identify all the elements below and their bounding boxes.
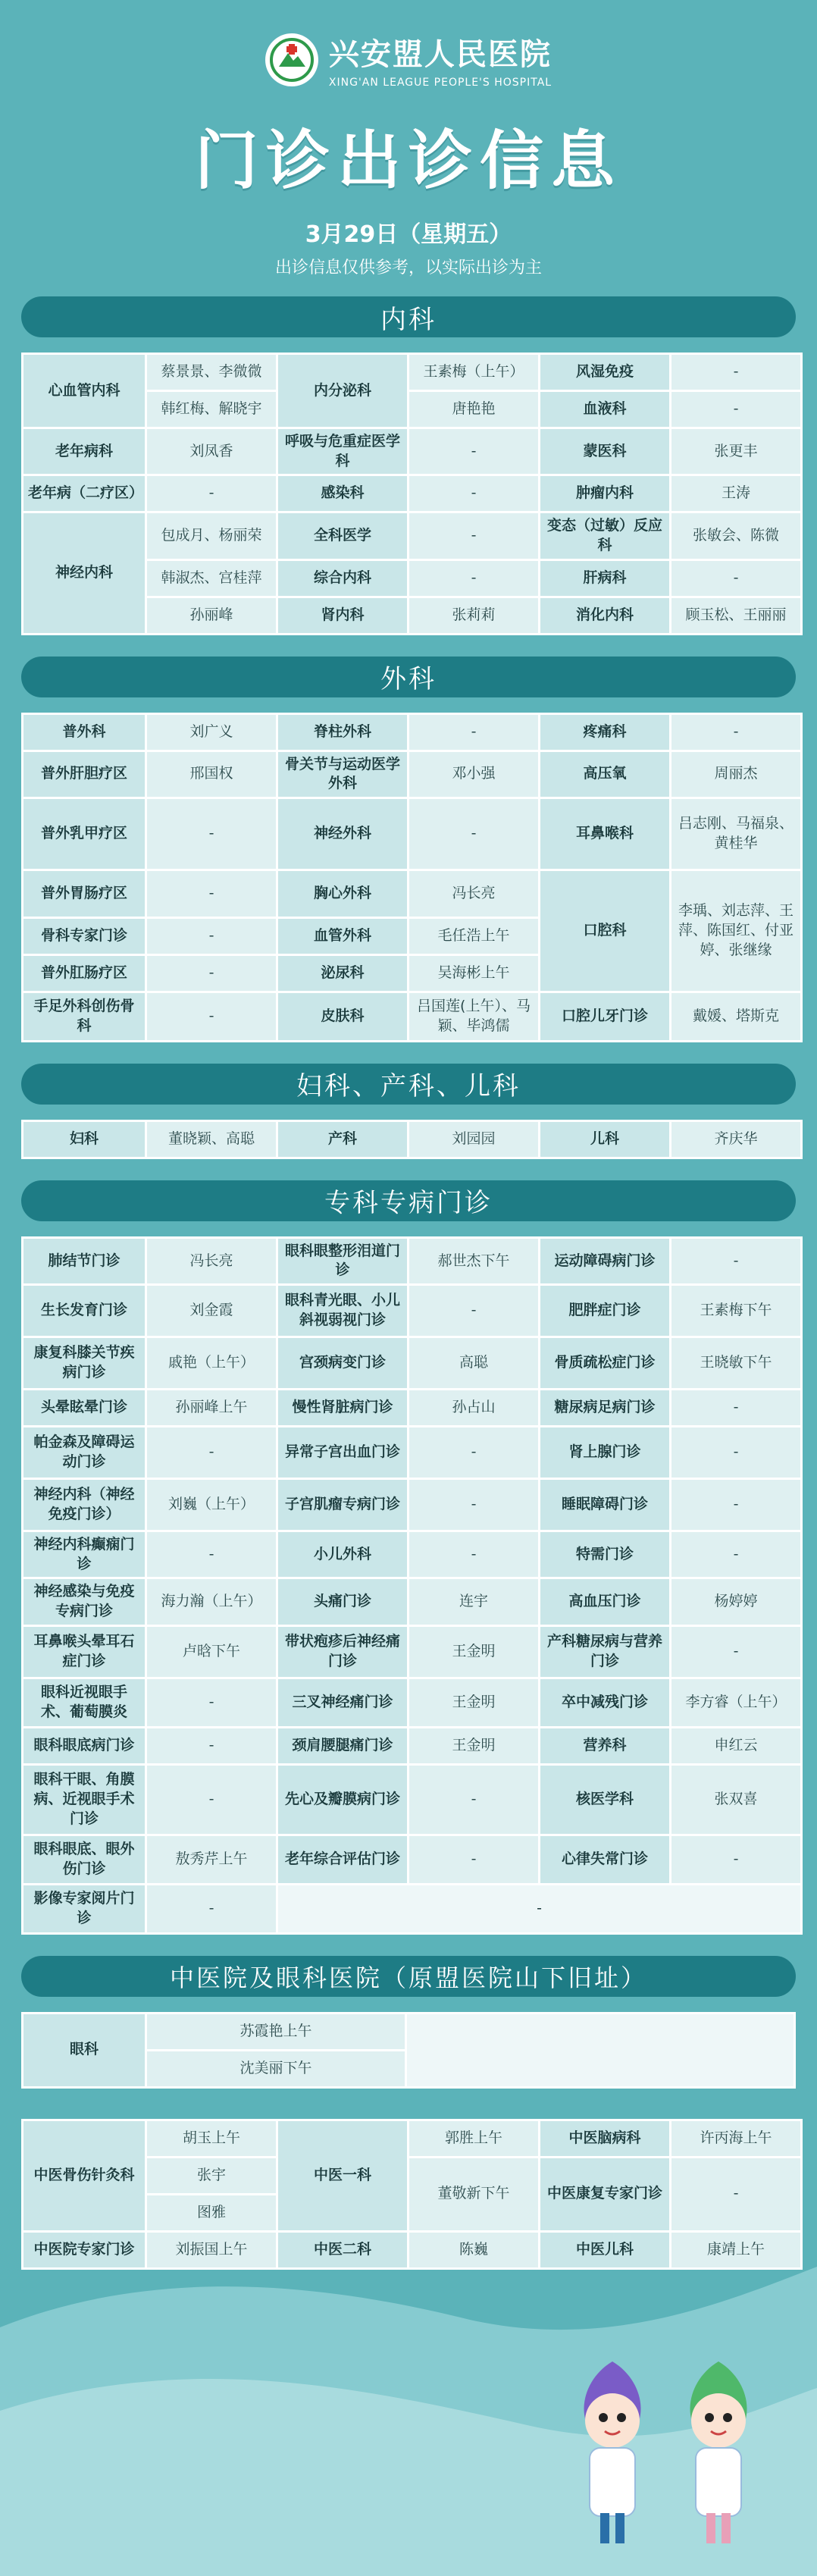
dept-cell: 疼痛科 — [540, 715, 669, 750]
doctor-cell: - — [147, 1885, 276, 1932]
doctor-cell: 冯长亮 — [147, 1239, 276, 1283]
doctor-cell: 王金明 — [409, 1627, 538, 1677]
table-row — [23, 1239, 800, 1283]
doctor-cell: 韩淑杰、宫桂萍 — [147, 561, 276, 596]
dept-cell: 肾内科 — [278, 598, 407, 633]
doctor-cell: 沈美丽下午 — [147, 2051, 405, 2086]
dept-cell: 运动障碍病门诊 — [540, 1239, 669, 1283]
doctor-cell: 董敬新下午 — [409, 2158, 538, 2230]
dept-cell: 老年病（二疗区） — [23, 476, 145, 511]
dept-cell: 老年病科 — [23, 429, 145, 474]
neike-table — [21, 353, 803, 635]
doctor-cell: - — [671, 1239, 800, 1283]
dept-cell: 肿瘤内科 — [540, 476, 669, 511]
table-row — [23, 1627, 800, 1677]
doctor-cell: 陈巍 — [409, 2233, 538, 2267]
dept-cell: 眼科眼整形泪道门诊 — [278, 1239, 407, 1283]
section-title-zhuanke: 专科专病门诊 — [21, 1180, 796, 1221]
doctor-cell: 郭胜上午 — [409, 2121, 538, 2156]
table-row — [23, 1286, 800, 1336]
dept-cell: 胸心外科 — [278, 871, 407, 917]
dept-cell: 产科糖尿病与营养门诊 — [540, 1627, 669, 1677]
doctor-cell: 刘园园 — [409, 1122, 538, 1157]
dept-cell: 中医骨伤针灸科 — [23, 2121, 145, 2230]
hospital-logo-icon — [265, 33, 318, 86]
table-row — [23, 1390, 800, 1425]
dept-cell: 子宫肌瘤专病门诊 — [278, 1480, 407, 1530]
doctor-cell: - — [671, 1480, 800, 1530]
dept-cell: 营养科 — [540, 1728, 669, 1763]
dept-cell: 高血压门诊 — [540, 1579, 669, 1624]
doctor-cell: 王金明 — [409, 1728, 538, 1763]
dept-cell: 影像专家阅片门诊 — [23, 1885, 145, 1932]
dept-cell: 眼科眼底病门诊 — [23, 1728, 145, 1763]
doctor-cell: 杨婷婷 — [671, 1579, 800, 1624]
section-title-zhongyi: 中医院及眼科医院（原盟医院山下旧址） — [21, 1956, 796, 1997]
doctor-cell: 吕志刚、马福泉、黄桂华 — [671, 799, 800, 869]
table-row — [23, 993, 800, 1040]
dept-cell: 老年综合评估门诊 — [278, 1836, 407, 1883]
table-row — [23, 871, 800, 917]
doctor-cell: - — [147, 919, 276, 954]
dept-cell: 耳鼻喉科 — [540, 799, 669, 869]
dept-cell: 特需门诊 — [540, 1532, 669, 1577]
doctor-cell: - — [147, 476, 276, 511]
empty-cell — [407, 2014, 794, 2086]
dept-cell: 皮肤科 — [278, 993, 407, 1040]
dept-cell: 颈肩腰腿痛门诊 — [278, 1728, 407, 1763]
doctor-cell: 郝世杰下午 — [409, 1239, 538, 1283]
yanke-table — [21, 2012, 796, 2089]
doctor-cell: 毛任浩上午 — [409, 919, 538, 954]
dept-cell: 宫颈病变门诊 — [278, 1338, 407, 1388]
dept-cell: 普外胃肠疗区 — [23, 871, 145, 917]
mascot-nurse-icon — [690, 2361, 747, 2543]
dept-cell: 卒中减残门诊 — [540, 1679, 669, 1726]
doctor-cell: 唐艳艳 — [409, 392, 538, 427]
doctor-cell: 刘广义 — [147, 715, 276, 750]
disclaimer-note: 出诊信息仅供参考，以实际出诊为主 — [274, 259, 542, 277]
doctor-cell: 刘巍（上午） — [147, 1480, 276, 1530]
dept-cell: 口腔儿牙门诊 — [540, 993, 669, 1040]
dept-cell: 变态（过敏）反应科 — [540, 513, 669, 558]
dept-cell: 血管外科 — [278, 919, 407, 954]
doctor-cell: 卢晗下午 — [147, 1627, 276, 1677]
dept-cell: 感染科 — [278, 476, 407, 511]
table-row — [23, 1679, 800, 1726]
dept-cell: 口腔科 — [540, 871, 669, 991]
dept-cell: 肺结节门诊 — [23, 1239, 145, 1283]
table-row — [23, 2014, 794, 2049]
doctor-cell: 戴媛、塔斯克 — [671, 993, 800, 1040]
table-row — [23, 715, 800, 750]
doctor-cell: 顾玉松、王丽丽 — [671, 598, 800, 633]
doctor-cell: - — [147, 799, 276, 869]
dept-cell: 普外乳甲疗区 — [23, 799, 145, 869]
table-row — [23, 1480, 800, 1530]
dept-cell: 综合内科 — [278, 561, 407, 596]
dept-cell: 带状疱疹后神经痛门诊 — [278, 1627, 407, 1677]
table-row — [23, 1728, 800, 1763]
dept-cell: 心律失常门诊 — [540, 1836, 669, 1883]
doctor-cell: - — [409, 476, 538, 511]
doctor-cell: - — [409, 1532, 538, 1577]
doctor-cell: 邓小强 — [409, 752, 538, 797]
table-row — [23, 1532, 800, 1577]
doctor-cell: - — [671, 1836, 800, 1883]
dept-cell: 头痛门诊 — [278, 1579, 407, 1624]
dept-cell: 三叉神经痛门诊 — [278, 1679, 407, 1726]
dept-cell: 慢性肾脏病门诊 — [278, 1390, 407, 1425]
fuer-table — [21, 1120, 803, 1159]
doctor-cell: - — [671, 1532, 800, 1577]
table-row — [23, 1338, 800, 1388]
doctor-cell: 孙占山 — [409, 1390, 538, 1425]
doctor-cell: - — [671, 392, 800, 427]
section-title-neike: 内科 — [21, 296, 796, 337]
doctor-cell: 王素梅（上午） — [409, 355, 538, 390]
doctor-cell: 董晓颖、高聪 — [147, 1122, 276, 1157]
dept-cell: 全科医学 — [278, 513, 407, 558]
doctor-cell: 张宇 — [147, 2158, 276, 2193]
dept-cell: 骨关节与运动医学外科 — [278, 752, 407, 797]
empty-cell: - — [278, 1885, 800, 1932]
table-row — [23, 1427, 800, 1478]
doctor-cell: - — [671, 1427, 800, 1478]
table-row — [23, 513, 800, 558]
doctor-cell: - — [409, 1427, 538, 1478]
page-title: 门诊出诊信息 — [194, 124, 622, 198]
doctor-cell: 齐庆华 — [671, 1122, 800, 1157]
mascot-illustration — [559, 2354, 787, 2559]
table-row — [23, 1836, 800, 1883]
section-title-waike: 外科 — [21, 657, 796, 697]
date-label: 3月29日（星期五） — [305, 221, 512, 248]
dept-cell: 中医二科 — [278, 2233, 407, 2267]
dept-cell: 风湿免疫 — [540, 355, 669, 390]
dept-cell: 中医院专家门诊 — [23, 2233, 145, 2267]
dept-cell: 先心及瓣膜病门诊 — [278, 1766, 407, 1834]
dept-cell: 中医康复专家门诊 — [540, 2158, 669, 2230]
doctor-cell: - — [409, 561, 538, 596]
dept-cell: 肥胖症门诊 — [540, 1286, 669, 1336]
doctor-cell: 韩红梅、解晓宇 — [147, 392, 276, 427]
dept-cell: 神经感染与免疫专病门诊 — [23, 1579, 145, 1624]
doctor-cell: 敖秀芹上午 — [147, 1836, 276, 1883]
doctor-cell: - — [409, 1766, 538, 1834]
doctor-cell: 许丙海上午 — [671, 2121, 800, 2156]
doctor-cell: 邢国权 — [147, 752, 276, 797]
doctor-cell: 刘金霞 — [147, 1286, 276, 1336]
dept-cell: 眼科近视眼手术、葡萄膜炎 — [23, 1679, 145, 1726]
dept-cell: 眼科青光眼、小儿斜视弱视门诊 — [278, 1286, 407, 1336]
doctor-cell: 张更丰 — [671, 429, 800, 474]
dept-cell: 心血管内科 — [23, 355, 145, 427]
doctor-cell: 图雅 — [147, 2195, 276, 2230]
table-row — [23, 1766, 800, 1834]
dept-cell: 肾上腺门诊 — [540, 1427, 669, 1478]
header — [0, 0, 817, 278]
doctor-cell: - — [409, 715, 538, 750]
doctor-cell: 张莉莉 — [409, 598, 538, 633]
dept-cell: 手足外科创伤骨科 — [23, 993, 145, 1040]
doctor-cell: - — [409, 513, 538, 558]
dept-cell: 肝病科 — [540, 561, 669, 596]
doctor-cell: 孙丽峰 — [147, 598, 276, 633]
dept-cell: 内分泌科 — [278, 355, 407, 427]
zhuanke-table — [21, 1236, 803, 1935]
dept-cell: 康复科膝关节疾病门诊 — [23, 1338, 145, 1388]
dept-cell: 血液科 — [540, 392, 669, 427]
doctor-cell: 王金明 — [409, 1679, 538, 1726]
dept-cell: 神经内科 — [23, 513, 145, 632]
section-title-fuer: 妇科、产科、儿科 — [21, 1064, 796, 1105]
doctor-cell: - — [671, 715, 800, 750]
doctor-cell: 王涛 — [671, 476, 800, 511]
dept-cell: 糖尿病足病门诊 — [540, 1390, 669, 1425]
doctor-cell: 李瑀、刘志萍、王萍、陈国红、付亚婷、张继缘 — [671, 871, 800, 991]
doctor-cell: 申红云 — [671, 1728, 800, 1763]
doctor-cell: - — [409, 1836, 538, 1883]
table-row — [23, 799, 800, 869]
table-row — [23, 1885, 800, 1932]
doctor-cell: 王素梅下午 — [671, 1286, 800, 1336]
doctor-cell: 海力瀚（上午） — [147, 1579, 276, 1624]
doctor-cell: - — [671, 561, 800, 596]
dept-cell: 呼吸与危重症医学科 — [278, 429, 407, 474]
dept-cell: 脊柱外科 — [278, 715, 407, 750]
dept-cell: 泌尿科 — [278, 956, 407, 991]
zhongyi-table — [21, 2119, 803, 2270]
dept-cell: 普外肛肠疗区 — [23, 956, 145, 991]
table-row — [23, 2233, 800, 2267]
dept-cell: 神经内科（神经免疫门诊） — [23, 1480, 145, 1530]
doctor-cell: - — [147, 1766, 276, 1834]
hospital-name: 兴安盟人民医院 — [328, 37, 552, 72]
doctor-cell: - — [671, 1390, 800, 1425]
dept-cell: 儿科 — [540, 1122, 669, 1157]
doctor-cell: - — [147, 1427, 276, 1478]
dept-cell: 中医一科 — [278, 2121, 407, 2230]
doctor-cell: - — [147, 1532, 276, 1577]
doctor-cell: 胡玉上午 — [147, 2121, 276, 2156]
dept-cell: 中医脑病科 — [540, 2121, 669, 2156]
dept-cell: 高压氧 — [540, 752, 669, 797]
doctor-cell: - — [147, 871, 276, 917]
doctor-cell: 张敏会、陈微 — [671, 513, 800, 558]
dept-cell: 眼科 — [23, 2014, 145, 2086]
doctor-cell: 康靖上午 — [671, 2233, 800, 2267]
doctor-cell: - — [671, 2158, 800, 2230]
doctor-cell: - — [409, 799, 538, 869]
dept-cell: 小儿外科 — [278, 1532, 407, 1577]
table-row — [23, 429, 800, 474]
dept-cell: 蒙医科 — [540, 429, 669, 474]
dept-cell: 骨质疏松症门诊 — [540, 1338, 669, 1388]
doctor-cell: 高聪 — [409, 1338, 538, 1388]
doctor-cell: 连宇 — [409, 1579, 538, 1624]
table-row — [23, 1122, 800, 1157]
doctor-cell: - — [671, 355, 800, 390]
mascot-doctor-icon — [584, 2361, 641, 2543]
doctor-cell: - — [147, 1679, 276, 1726]
dept-cell: 眼科眼底、眼外伤门诊 — [23, 1836, 145, 1883]
doctor-cell: 孙丽峰上午 — [147, 1390, 276, 1425]
dept-cell: 帕金森及障碍运动门诊 — [23, 1427, 145, 1478]
hospital-name-en: XING'AN LEAGUE PEOPLE'S HOSPITAL — [328, 77, 552, 89]
dept-cell: 核医学科 — [540, 1766, 669, 1834]
dept-cell: 异常子宫出血门诊 — [278, 1427, 407, 1478]
table-row — [23, 752, 800, 797]
dept-cell: 头晕眩晕门诊 — [23, 1390, 145, 1425]
doctor-cell: 蔡景景、李微微 — [147, 355, 276, 390]
doctor-cell: 吕国莲(上午）、马颖、毕鸿儒 — [409, 993, 538, 1040]
doctor-cell: 吴海彬上午 — [409, 956, 538, 991]
doctor-cell: 刘凤香 — [147, 429, 276, 474]
dept-cell: 普外肝胆疗区 — [23, 752, 145, 797]
doctor-cell: 张双喜 — [671, 1766, 800, 1834]
doctor-cell: 苏霞艳上午 — [147, 2014, 405, 2049]
table-row — [23, 476, 800, 511]
doctor-cell: - — [409, 1480, 538, 1530]
doctor-cell: 刘振国上午 — [147, 2233, 276, 2267]
dept-cell: 神经外科 — [278, 799, 407, 869]
doctor-cell: - — [147, 956, 276, 991]
dept-cell: 耳鼻喉头晕耳石症门诊 — [23, 1627, 145, 1677]
dept-cell: 生长发育门诊 — [23, 1286, 145, 1336]
dept-cell: 消化内科 — [540, 598, 669, 633]
doctor-cell: - — [409, 1286, 538, 1336]
doctor-cell: - — [409, 429, 538, 474]
dept-cell: 眼科干眼、角膜病、近视眼手术门诊 — [23, 1766, 145, 1834]
doctor-cell: 王晓敏下午 — [671, 1338, 800, 1388]
doctor-cell: 冯长亮 — [409, 871, 538, 917]
table-row — [23, 1579, 800, 1624]
doctor-cell: 戚艳（上午） — [147, 1338, 276, 1388]
dept-cell: 产科 — [278, 1122, 407, 1157]
dept-cell: 睡眠障碍门诊 — [540, 1480, 669, 1530]
doctor-cell: - — [671, 1627, 800, 1677]
dept-cell: 神经内科癫痫门诊 — [23, 1532, 145, 1577]
doctor-cell: 李方睿（上午） — [671, 1679, 800, 1726]
table-row — [23, 355, 800, 390]
doctor-cell: - — [147, 993, 276, 1040]
dept-cell: 骨科专家门诊 — [23, 919, 145, 954]
table-row — [23, 2121, 800, 2156]
dept-cell: 中医儿科 — [540, 2233, 669, 2267]
doctor-cell: 包成月、杨丽荣 — [147, 513, 276, 558]
dept-cell: 妇科 — [23, 1122, 145, 1157]
doctor-cell: 周丽杰 — [671, 752, 800, 797]
doctor-cell: - — [147, 1728, 276, 1763]
dept-cell: 普外科 — [23, 715, 145, 750]
waike-table — [21, 713, 803, 1042]
